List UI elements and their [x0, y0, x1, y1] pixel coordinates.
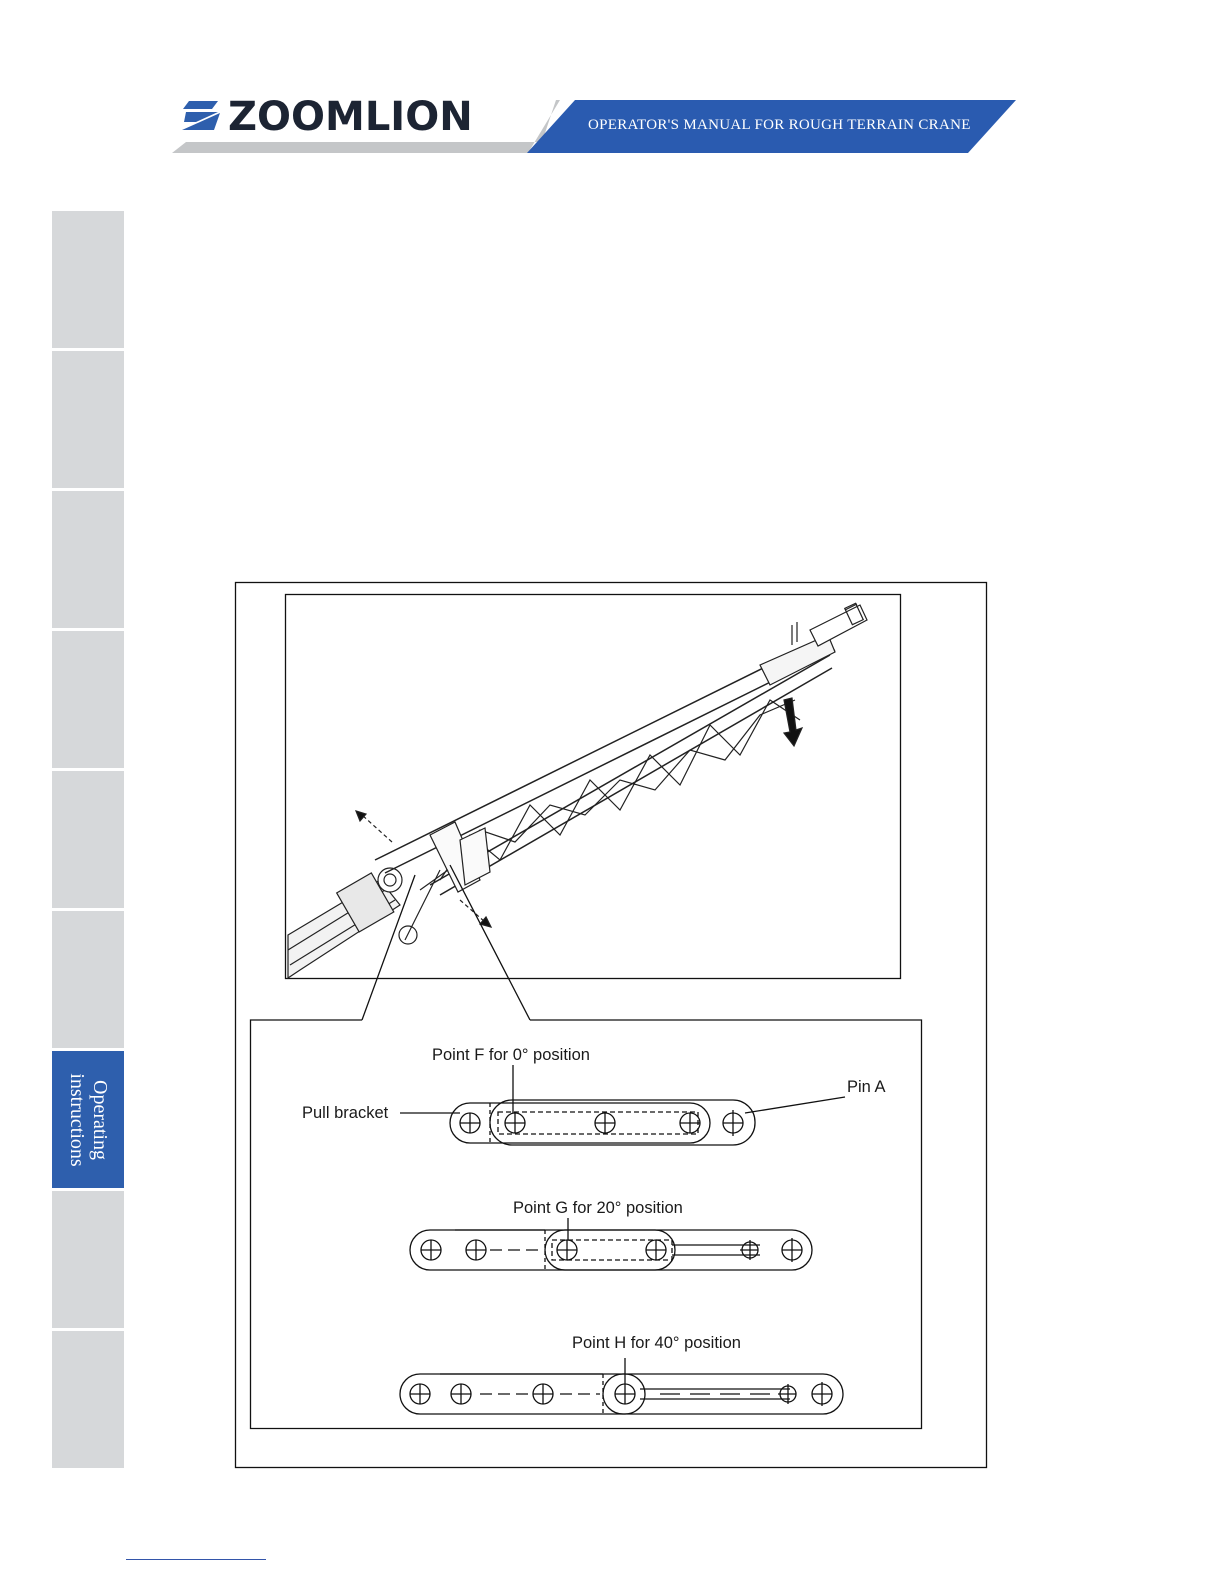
footer-rule: [126, 1559, 266, 1560]
zoom-line-right: [450, 865, 530, 1020]
bracket-40-degree: [400, 1358, 843, 1414]
pin-hole: [615, 1384, 635, 1404]
pin-hole: [680, 1113, 700, 1133]
pin-hole: [782, 1238, 802, 1262]
pin-hole: [533, 1384, 553, 1404]
detail-frame: [251, 1020, 922, 1429]
pin-hole: [557, 1240, 577, 1260]
pin-hole: [812, 1382, 832, 1406]
pin-hole: [778, 1384, 796, 1404]
bracket-0-degree: [400, 1065, 845, 1145]
label-pin-a: Pin A: [847, 1078, 886, 1096]
pin-hole: [505, 1113, 525, 1133]
lattice-jib-illustration: [288, 603, 867, 978]
label-point-h: Point H for 40° position: [572, 1334, 741, 1352]
brand-name: ZOOMLION: [228, 94, 473, 140]
pin-hole: [451, 1384, 471, 1404]
pin-hole: [410, 1384, 430, 1404]
bracket-20-degree: [410, 1218, 812, 1270]
manual-title: OPERATOR'S MANUAL FOR ROUGH TERRAIN CRANE: [588, 117, 971, 133]
pin-hole: [740, 1240, 758, 1260]
pin-hole: [466, 1240, 486, 1260]
pin-hole: [595, 1113, 615, 1133]
pin-hole: [421, 1240, 441, 1260]
label-point-g: Point G for 20° position: [513, 1199, 683, 1217]
label-pull-bracket: Pull bracket: [302, 1104, 389, 1122]
pin-hole: [646, 1240, 666, 1260]
label-point-f: Point F for 0° position: [432, 1046, 590, 1064]
side-tab-label: Operating instructions: [66, 1072, 111, 1167]
pin-hole: [723, 1110, 743, 1136]
pin-hole: [460, 1113, 480, 1133]
